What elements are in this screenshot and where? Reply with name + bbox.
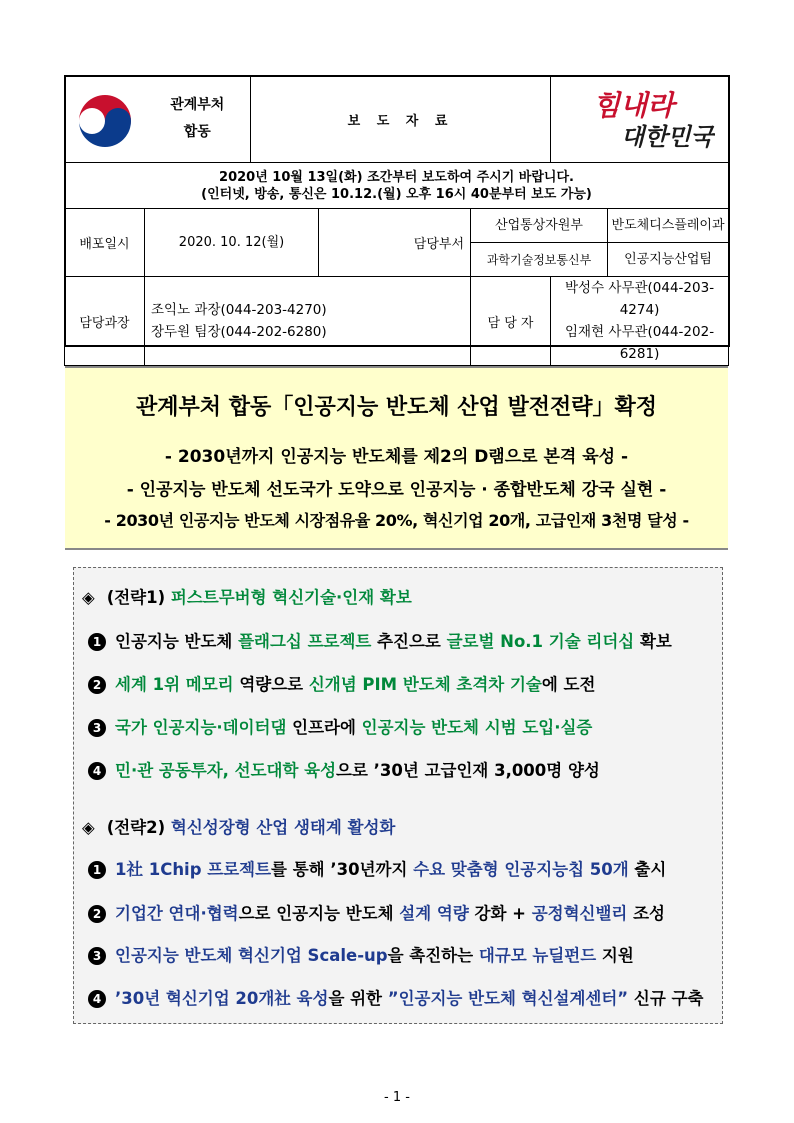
- strategy1-item-2: 2 세계 1위 메모리 역량으로 신개념 PIM 반도체 초격차 기술에 도전: [88, 671, 595, 695]
- slogan-calligraphy-logo: [565, 83, 715, 155]
- strategy-summary-box: [73, 567, 723, 1024]
- strategy2-item-3: 3 인공지능 반도체 혁신기업 Scale-up을 촉진하는 대규모 뉴딜펀드 지원: [88, 942, 634, 966]
- manager-2: 장두원 팀장(044-202-6280): [151, 324, 327, 340]
- embargo-notice: [65, 163, 729, 209]
- ministry-line2: 합동: [183, 124, 211, 140]
- strategy1-heading: [82, 584, 412, 608]
- svg-text:대한민국: 대한민국: [620, 122, 714, 151]
- strategy2-heading: [82, 814, 395, 838]
- contact-list: [551, 277, 729, 366]
- strategy2-label: (전략2): [106, 818, 166, 837]
- strategy2-item-1: 1 1社 1Chip 프로젝트를 통해 ’30년까지 수요 맞춤형 인공지능칩 50개 출시: [88, 856, 666, 880]
- headline-title: 관계부처 합동「인공지능 반도체 산업 발전전략」확정: [136, 395, 657, 420]
- strategy2-item-2: 2 기업간 연대·협력으로 인공지능 반도체 설계 역량 강화 + 공정혁신밸리 조성: [88, 900, 665, 924]
- dist-date-label: 배포일시: [65, 209, 145, 277]
- strategy1-item-3: 3 국가 인공지능·데이터댐 인프라에 인공지능 반도체 시범 도입·실증: [88, 714, 592, 738]
- ministry-cell: [145, 76, 251, 163]
- release-title: 보 도 자 료: [251, 76, 551, 163]
- diamond-bullet-icon: ◈: [82, 818, 95, 837]
- page-number: - 1 -: [384, 1090, 410, 1105]
- dept-team-1: 반도체디스플레이과: [608, 209, 729, 243]
- headline-sub2: - 인공지능 반도체 선도국가 도약으로 인공지능 · 종합반도체 강국 실현 -: [126, 480, 667, 500]
- dept-org-1: 산업통상자원부: [471, 209, 608, 243]
- manager-label: 담당과장: [65, 277, 145, 366]
- number-bullet-icon: 4: [88, 990, 106, 1008]
- strategy2-item-4: 4 ’30년 혁신기업 20개社 육성을 위한 ”인공지능 반도체 혁신설계센터” 신규 구축: [88, 985, 703, 1009]
- strategy1-item-4: 4 민·관 공동투자, 선도대학 육성으로 ’30년 고급인재 3,000명 양성: [88, 757, 600, 781]
- press-header-table: [64, 75, 729, 366]
- contact-1: 박성수 사무관(044-203-4274): [564, 280, 715, 318]
- strategy1-label: (전략1): [106, 588, 166, 607]
- headline-sub1: - 2030년까지 인공지능 반도체를 제2의 D램으로 본격 육성 -: [164, 447, 629, 467]
- strategy2-title: 혁신성장형 산업 생태계 활성화: [170, 818, 396, 837]
- contact-label: 담 당 자: [471, 277, 551, 366]
- svg-text:힘내라: 힘내라: [592, 89, 674, 122]
- number-bullet-icon: 3: [88, 719, 106, 737]
- number-bullet-icon: 2: [88, 676, 106, 694]
- manager-1: 조익노 과장(044-203-4270): [151, 302, 327, 318]
- government-emblem-cell: [65, 76, 145, 163]
- dept-label: 담당부서: [319, 209, 471, 277]
- dept-team-2: 인공지능산업팀: [608, 243, 729, 277]
- dept-org-2: 과학기술정보통신부: [471, 243, 608, 277]
- strategy1-title: 퍼스트무버형 혁신기술·인재 확보: [170, 588, 412, 607]
- dist-date-value: 2020. 10. 12(월): [145, 209, 319, 277]
- strategy1-item-1: 1 인공지능 반도체 플래그십 프로젝트 추진으로 글로벌 No.1 기술 리더십 확보: [88, 628, 672, 652]
- headline-box: [65, 366, 728, 550]
- headline-sub3: - 2030년 인공지능 반도체 시장점유율 20%, 혁신기업 20개, 고급인재 3천명 달성 -: [104, 511, 689, 530]
- taegeuk-emblem-icon: [73, 87, 137, 151]
- diamond-bullet-icon: ◈: [82, 588, 95, 607]
- number-bullet-icon: 3: [88, 947, 106, 965]
- embargo-line2: (인터넷, 방송, 통신은 10.12.(월) 오후 16시 40분부터 보도 가능): [201, 186, 592, 202]
- number-bullet-icon: 1: [88, 861, 106, 879]
- number-bullet-icon: 2: [88, 905, 106, 923]
- slogan-cell: [551, 76, 729, 163]
- number-bullet-icon: 4: [88, 762, 106, 780]
- embargo-line1: 2020년 10월 13일(화) 조간부터 보도하여 주시기 바랍니다.: [219, 169, 574, 185]
- manager-list: [145, 277, 471, 366]
- ministry-line1: 관계부처: [170, 97, 225, 113]
- contact-2: 임재현 사무관(044-202-6281): [564, 324, 715, 362]
- number-bullet-icon: 1: [88, 633, 106, 651]
